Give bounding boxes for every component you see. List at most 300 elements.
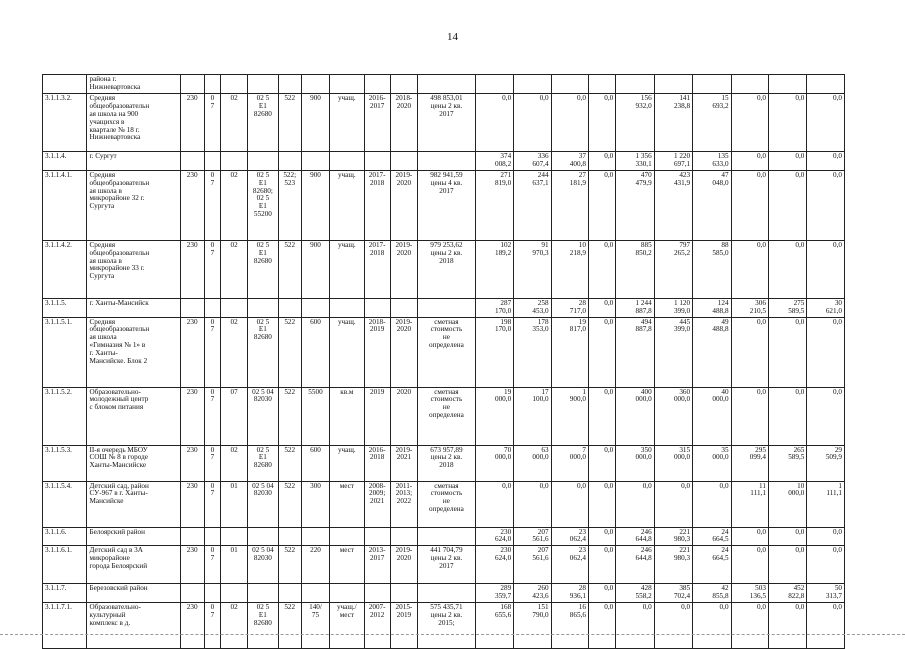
- cell-c4: 02 5 04 82030: [248, 546, 278, 584]
- cell-start: 2007- 2012: [364, 603, 390, 649]
- cell-c1: [180, 527, 204, 546]
- cell-code: 3.1.1.6.: [43, 527, 87, 546]
- cell-v9: 0,0: [768, 170, 806, 240]
- cell-c6: 5500: [301, 387, 329, 445]
- cell-end: [390, 151, 417, 170]
- cell-v9: 275 589,5: [768, 298, 806, 317]
- cell-v6: [654, 75, 692, 94]
- cell-name: района г. Нижневартовска: [87, 75, 180, 94]
- cell-v6: 141 238,8: [654, 93, 692, 151]
- cell-c3: [220, 298, 247, 317]
- cell-v10: 0,0: [807, 317, 845, 387]
- cell-name: Образовательно- культурный комплекс в д.: [87, 603, 180, 649]
- cell-code: 3.1.1.4.: [43, 151, 87, 170]
- cell-v4: 0,0: [588, 298, 615, 317]
- cell-name: Средняя общеобразовательн ая школа «Гимназия № 1» в г. Ханты- Мансийске. Блок 2: [87, 317, 180, 387]
- cell-v4: 0,0: [588, 445, 615, 481]
- cell-v8: 0,0: [731, 240, 768, 298]
- cell-v7: 24 664,5: [693, 546, 731, 584]
- cell-v5: 246 644,8: [616, 546, 654, 584]
- cell-v10: 0,0: [807, 387, 845, 445]
- cell-c1: 230: [180, 240, 204, 298]
- cell-c1: 230: [180, 603, 204, 649]
- cell-v2: 244 637,1: [514, 170, 551, 240]
- table-row: [43, 93, 845, 151]
- cell-v7: 135 633,0: [693, 151, 731, 170]
- table-row: [43, 445, 845, 481]
- cell-v4: 0,0: [588, 481, 615, 527]
- cell-v7: 40 000,0: [693, 387, 731, 445]
- cell-c5: 522: [278, 93, 301, 151]
- cell-v3: 28 717,0: [551, 298, 588, 317]
- cell-end: 2019- 2020: [390, 170, 417, 240]
- cell-c6: 900: [301, 93, 329, 151]
- cell-v7: 0,0: [693, 603, 731, 649]
- cell-c2: [204, 151, 220, 170]
- cell-c2: 0 7: [204, 170, 220, 240]
- cell-start: 2018- 2019: [364, 317, 390, 387]
- cell-v7: 49 488,8: [693, 317, 731, 387]
- cell-v1: 374 008,2: [475, 151, 513, 170]
- cell-v5: 470 479,9: [616, 170, 654, 240]
- cell-start: 2017- 2018: [364, 170, 390, 240]
- cell-unit: учащ.: [330, 317, 364, 387]
- cell-start: 2016- 2017: [364, 93, 390, 151]
- cell-c1: [180, 298, 204, 317]
- cell-v9: 0,0: [768, 546, 806, 584]
- cell-name: Березовский район: [87, 584, 180, 603]
- cell-cost: сметная стоимость не определена: [418, 387, 476, 445]
- cell-c6: 600: [301, 317, 329, 387]
- cell-unit: [330, 584, 364, 603]
- cell-v6: 423 431,9: [654, 170, 692, 240]
- cell-v2: 258 453,0: [514, 298, 551, 317]
- cell-c6: 900: [301, 170, 329, 240]
- cell-v9: 0,0: [768, 240, 806, 298]
- cell-unit: кв.м: [330, 387, 364, 445]
- cell-c4: [248, 527, 278, 546]
- cell-code: 3.1.1.3.2.: [43, 93, 87, 151]
- cell-v2: 17 100,0: [514, 387, 551, 445]
- cell-v8: 11 111,1: [731, 481, 768, 527]
- cell-start: [364, 527, 390, 546]
- cell-v6: 221 980,3: [654, 527, 692, 546]
- cell-name: Белоярский район: [87, 527, 180, 546]
- cell-v5: 156 932,0: [616, 93, 654, 151]
- cell-c3: 02: [220, 603, 247, 649]
- cell-start: [364, 75, 390, 94]
- cell-v3: 37 400,8: [551, 151, 588, 170]
- cell-v5: 1 244 887,8: [616, 298, 654, 317]
- cell-cost: [418, 75, 476, 94]
- cell-v6: 0,0: [654, 481, 692, 527]
- table-row: [43, 387, 845, 445]
- cell-v7: 35 000,0: [693, 445, 731, 481]
- cell-v7: 24 664,5: [693, 527, 731, 546]
- cell-v9: 452 822,8: [768, 584, 806, 603]
- cell-v8: 0,0: [731, 151, 768, 170]
- cell-end: 2019- 2020: [390, 317, 417, 387]
- cell-cost: 441 704,79 цены 2 кв. 2017: [418, 546, 476, 584]
- cell-code: 3.1.1.4.2.: [43, 240, 87, 298]
- cell-cost: 575 435,71 цены 2 кв. 2015;: [418, 603, 476, 649]
- cell-c6: 140/ 75: [301, 603, 329, 649]
- cell-v10: 0,0: [807, 527, 845, 546]
- cell-c4: [248, 151, 278, 170]
- cell-v5: 400 000,0: [616, 387, 654, 445]
- cell-c3: [220, 151, 247, 170]
- cell-cost: [418, 298, 476, 317]
- cell-v6: 797 265,2: [654, 240, 692, 298]
- cell-v6: 221 980,3: [654, 546, 692, 584]
- cell-unit: мест: [330, 546, 364, 584]
- cell-v1: 102 189,2: [475, 240, 513, 298]
- cell-c6: 900: [301, 240, 329, 298]
- cell-c3: 02: [220, 317, 247, 387]
- cell-c1: 230: [180, 317, 204, 387]
- table-row: [43, 298, 845, 317]
- cell-end: [390, 298, 417, 317]
- cell-c4: 02 5 04 82030: [248, 387, 278, 445]
- cell-c6: [301, 298, 329, 317]
- cell-name: Средняя общеобразовательн ая школа в микрорайоне 33 г. Сургута: [87, 240, 180, 298]
- cell-end: 2019- 2020: [390, 546, 417, 584]
- cell-c5: 522: [278, 240, 301, 298]
- cell-unit: учащ.: [330, 93, 364, 151]
- cell-v4: 0,0: [588, 93, 615, 151]
- cell-c3: [220, 75, 247, 94]
- cell-end: 2018- 2020: [390, 93, 417, 151]
- cell-v2: 0,0: [514, 481, 551, 527]
- cell-v1: 271 819,0: [475, 170, 513, 240]
- cell-end: 2015- 2019: [390, 603, 417, 649]
- cell-v2: 151 790,0: [514, 603, 551, 649]
- cell-cost: сметная стоимость не определена: [418, 317, 476, 387]
- cell-v10: 0,0: [807, 603, 845, 649]
- cell-c3: [220, 584, 247, 603]
- cell-v1: 289 359,7: [475, 584, 513, 603]
- cell-c5: 522: [278, 317, 301, 387]
- cell-c2: 0 7: [204, 445, 220, 481]
- cell-c5: [278, 298, 301, 317]
- cell-c3: 02: [220, 445, 247, 481]
- cell-end: 2011- 2013; 2022: [390, 481, 417, 527]
- cell-start: 2008- 2009; 2021: [364, 481, 390, 527]
- cell-v10: 50 313,7: [807, 584, 845, 603]
- cell-end: 2019- 2020: [390, 240, 417, 298]
- cell-v6: 0,0: [654, 603, 692, 649]
- cell-c4: 02 5 Е1 82680: [248, 445, 278, 481]
- cell-cost: 979 253,62 цены 2 кв. 2018: [418, 240, 476, 298]
- cell-c1: [180, 584, 204, 603]
- cell-c2: [204, 75, 220, 94]
- cell-name: г. Ханты-Мансийск: [87, 298, 180, 317]
- cell-unit: [330, 151, 364, 170]
- scan-edge-line: [0, 634, 905, 635]
- cell-c1: 230: [180, 170, 204, 240]
- cell-c6: [301, 527, 329, 546]
- cell-v9: [768, 75, 806, 94]
- cell-unit: [330, 75, 364, 94]
- cell-code: 3.1.1.7.: [43, 584, 87, 603]
- cell-v8: 295 099,4: [731, 445, 768, 481]
- table-row: [43, 546, 845, 584]
- cell-v3: 1 900,0: [551, 387, 588, 445]
- cell-code: 3.1.1.7.1.: [43, 603, 87, 649]
- cell-v7: 47 048,0: [693, 170, 731, 240]
- cell-v3: 27 181,9: [551, 170, 588, 240]
- cell-v5: 0,0: [616, 481, 654, 527]
- cell-c2: 0 7: [204, 387, 220, 445]
- cell-v5: [616, 75, 654, 94]
- cell-v10: 1 111,1: [807, 481, 845, 527]
- cell-cost: [418, 584, 476, 603]
- cell-v3: 10 218,9: [551, 240, 588, 298]
- cell-c3: 01: [220, 481, 247, 527]
- cell-c2: [204, 527, 220, 546]
- cell-v3: 16 865,6: [551, 603, 588, 649]
- cell-name: Средняя общеобразовательн ая школа на 900 учащихся в квартале № 18 г. Нижневартовска: [87, 93, 180, 151]
- cell-c4: [248, 298, 278, 317]
- cell-code: 3.1.1.5.2.: [43, 387, 87, 445]
- cell-name: г. Сургут: [87, 151, 180, 170]
- cell-v1: 168 655,6: [475, 603, 513, 649]
- cell-c1: [180, 75, 204, 94]
- cell-c2: 0 7: [204, 240, 220, 298]
- cell-v6: 315 000,0: [654, 445, 692, 481]
- table-row: [43, 151, 845, 170]
- cell-start: [364, 298, 390, 317]
- cell-v6: 1 220 697,1: [654, 151, 692, 170]
- cell-v2: 260 423,6: [514, 584, 551, 603]
- cell-v1: [475, 75, 513, 94]
- cell-c6: 300: [301, 481, 329, 527]
- construction-objects-table: [42, 74, 845, 649]
- cell-v1: 0,0: [475, 93, 513, 151]
- cell-c3: 02: [220, 93, 247, 151]
- cell-c2: 0 7: [204, 317, 220, 387]
- cell-v2: 178 353,0: [514, 317, 551, 387]
- cell-v2: 207 561,6: [514, 546, 551, 584]
- cell-c1: 230: [180, 546, 204, 584]
- cell-c6: [301, 75, 329, 94]
- cell-v10: 0,0: [807, 240, 845, 298]
- table-row: [43, 75, 845, 94]
- cell-c5: [278, 151, 301, 170]
- cell-unit: [330, 527, 364, 546]
- cell-v10: 0,0: [807, 151, 845, 170]
- cell-code: 3.1.1.5.1.: [43, 317, 87, 387]
- cell-v8: [731, 75, 768, 94]
- cell-v1: 230 624,0: [475, 527, 513, 546]
- cell-start: 2016- 2018: [364, 445, 390, 481]
- cell-v2: [514, 75, 551, 94]
- cell-v8: 0,0: [731, 170, 768, 240]
- cell-v3: 0,0: [551, 93, 588, 151]
- cell-v7: 0,0: [693, 481, 731, 527]
- cell-v10: 30 621,0: [807, 298, 845, 317]
- cell-c4: 02 5 Е1 82680; 02 5 Е1 55200: [248, 170, 278, 240]
- cell-c6: [301, 584, 329, 603]
- cell-c1: 230: [180, 93, 204, 151]
- cell-code: 3.1.1.5.3.: [43, 445, 87, 481]
- cell-start: [364, 151, 390, 170]
- cell-v3: 23 062,4: [551, 527, 588, 546]
- cell-v9: 10 000,0: [768, 481, 806, 527]
- cell-name: II-я очередь МБОУ СОШ № 8 в городе Ханты-Мансийске: [87, 445, 180, 481]
- cell-unit: мест: [330, 481, 364, 527]
- cell-cost: 673 957,89 цены 2 кв. 2018: [418, 445, 476, 481]
- cell-end: 2019- 2021: [390, 445, 417, 481]
- cell-v5: 885 850,2: [616, 240, 654, 298]
- cell-v9: 0,0: [768, 603, 806, 649]
- cell-c6: 220: [301, 546, 329, 584]
- cell-v8: 0,0: [731, 546, 768, 584]
- cell-v9: 0,0: [768, 527, 806, 546]
- cell-v5: 246 644,8: [616, 527, 654, 546]
- cell-v1: 287 170,0: [475, 298, 513, 317]
- cell-v5: 494 887,8: [616, 317, 654, 387]
- cell-v10: 0,0: [807, 93, 845, 151]
- cell-v9: 0,0: [768, 317, 806, 387]
- cell-v8: 0,0: [731, 387, 768, 445]
- cell-c5: 522: [278, 546, 301, 584]
- cell-v5: 428 558,2: [616, 584, 654, 603]
- cell-v4: 0,0: [588, 527, 615, 546]
- cell-v8: 0,0: [731, 317, 768, 387]
- cell-end: [390, 75, 417, 94]
- cell-c5: [278, 527, 301, 546]
- cell-v5: 1 356 330,1: [616, 151, 654, 170]
- cell-v10: 0,0: [807, 546, 845, 584]
- page-number: 14: [447, 31, 458, 43]
- cell-v10: 0,0: [807, 170, 845, 240]
- cell-c2: [204, 298, 220, 317]
- cell-unit: учащ.: [330, 445, 364, 481]
- cell-v2: 336 607,4: [514, 151, 551, 170]
- cell-c3: 02: [220, 170, 247, 240]
- cell-v6: 445 399,0: [654, 317, 692, 387]
- cell-v5: 0,0: [616, 603, 654, 649]
- cell-v9: 265 589,5: [768, 445, 806, 481]
- cell-c5: 522; 523: [278, 170, 301, 240]
- cell-start: [364, 584, 390, 603]
- cell-unit: учащ./ мест: [330, 603, 364, 649]
- cell-c1: [180, 151, 204, 170]
- cell-c2: 0 7: [204, 481, 220, 527]
- cell-v1: 19 000,0: [475, 387, 513, 445]
- table-row: [43, 584, 845, 603]
- cell-v2: 63 000,0: [514, 445, 551, 481]
- table-row: [43, 317, 845, 387]
- cell-code: 3.1.1.4.1.: [43, 170, 87, 240]
- cell-v8: 306 210,5: [731, 298, 768, 317]
- cell-v4: 0,0: [588, 151, 615, 170]
- cell-c1: 230: [180, 445, 204, 481]
- cell-v3: 28 936,1: [551, 584, 588, 603]
- cell-v3: 19 817,0: [551, 317, 588, 387]
- cell-v2: 207 561,6: [514, 527, 551, 546]
- cell-end: [390, 584, 417, 603]
- cell-cost: [418, 527, 476, 546]
- cell-c1: 230: [180, 481, 204, 527]
- cell-v3: [551, 75, 588, 94]
- cell-c6: [301, 151, 329, 170]
- cell-c4: 02 5 04 82030: [248, 481, 278, 527]
- cell-c3: [220, 527, 247, 546]
- cell-c4: 02 5 Е1 82680: [248, 317, 278, 387]
- cell-name: Образовательно- молодежный центр с блоком питания: [87, 387, 180, 445]
- cell-end: [390, 527, 417, 546]
- cell-c4: [248, 75, 278, 94]
- cell-v4: 0,0: [588, 387, 615, 445]
- cell-c1: 230: [180, 387, 204, 445]
- cell-c3: 02: [220, 240, 247, 298]
- cell-c3: 07: [220, 387, 247, 445]
- cell-c6: 600: [301, 445, 329, 481]
- cell-c4: [248, 584, 278, 603]
- cell-code: 3.1.1.5.: [43, 298, 87, 317]
- cell-v10: [807, 75, 845, 94]
- cell-code: 3.1.1.5.4.: [43, 481, 87, 527]
- cell-v4: 0,0: [588, 170, 615, 240]
- table-row: [43, 481, 845, 527]
- cell-cost: сметная стоимость не определена: [418, 481, 476, 527]
- cell-v1: 198 170,0: [475, 317, 513, 387]
- cell-v10: 29 509,9: [807, 445, 845, 481]
- cell-start: 2013- 2017: [364, 546, 390, 584]
- table-row: [43, 527, 845, 546]
- cell-cost: 982 941,59 цены 4 кв. 2017: [418, 170, 476, 240]
- cell-v8: 0,0: [731, 527, 768, 546]
- cell-v1: 0,0: [475, 481, 513, 527]
- cell-c5: 522: [278, 603, 301, 649]
- cell-v4: 0,0: [588, 584, 615, 603]
- cell-v6: 360 000,0: [654, 387, 692, 445]
- cell-c5: 522: [278, 387, 301, 445]
- cell-v1: 230 624,0: [475, 546, 513, 584]
- cell-c2: [204, 584, 220, 603]
- cell-v1: 70 000,0: [475, 445, 513, 481]
- cell-c3: 01: [220, 546, 247, 584]
- cell-v6: 1 120 399,0: [654, 298, 692, 317]
- cell-c2: 0 7: [204, 603, 220, 649]
- cell-c5: 522: [278, 481, 301, 527]
- cell-c2: 0 7: [204, 93, 220, 151]
- cell-v3: 7 000,0: [551, 445, 588, 481]
- cell-v4: [588, 75, 615, 94]
- cell-c5: [278, 584, 301, 603]
- cell-v4: 0,0: [588, 240, 615, 298]
- cell-unit: [330, 298, 364, 317]
- cell-c4: 02 5 Е1 82680: [248, 93, 278, 151]
- cell-v2: 91 970,3: [514, 240, 551, 298]
- cell-unit: учащ.: [330, 240, 364, 298]
- cell-v4: 0,0: [588, 603, 615, 649]
- cell-name: Детский сад, район СУ-967 в г. Ханты- Мансийске: [87, 481, 180, 527]
- cell-c2: 0 7: [204, 546, 220, 584]
- cell-v7: 88 585,0: [693, 240, 731, 298]
- cell-code: [43, 75, 87, 94]
- cell-name: Средняя общеобразовательн ая школа в микрорайоне 32 г. Сургута: [87, 170, 180, 240]
- cell-v3: 23 062,4: [551, 546, 588, 584]
- cell-cost: [418, 151, 476, 170]
- cell-v7: 42 855,8: [693, 584, 731, 603]
- cell-c5: 522: [278, 445, 301, 481]
- cell-v5: 350 000,0: [616, 445, 654, 481]
- cell-v9: 0,0: [768, 151, 806, 170]
- cell-v4: 0,0: [588, 546, 615, 584]
